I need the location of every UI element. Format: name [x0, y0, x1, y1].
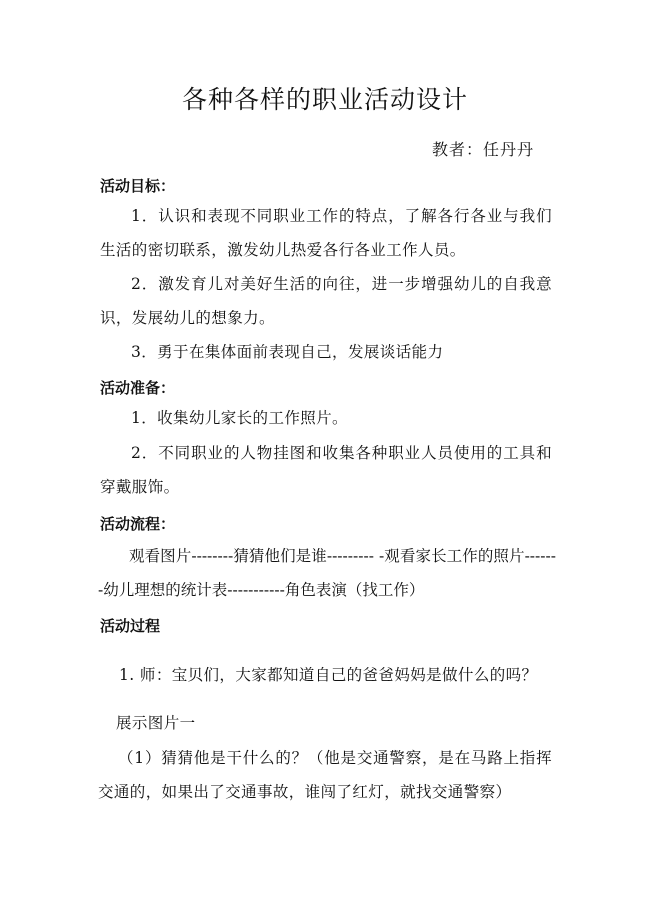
preparation-item-1: 1．收集幼儿家长的工作照片。	[131, 409, 348, 427]
flow-heading: 活动流程：	[100, 515, 176, 533]
process-item-1: （1）猜猜他是干什么的？（他是交通警察，是在马路上指挥交通的，如果出了交通事故，谁闯了红灯，就找交通警察）	[98, 749, 552, 801]
process-heading: 活动过程	[100, 617, 161, 635]
show-picture-label: 展示图片一	[116, 714, 196, 732]
process-question: 1. 师：宝贝们，大家都知道自己的爸爸妈妈是做什么的吗？	[119, 666, 538, 684]
goal-item-3: 3．勇于在集体面前表现自己，发展谈话能力	[131, 343, 444, 361]
document-title: 各种各样的职业活动设计	[181, 85, 468, 114]
goal-item-1: 1．认识和表现不同职业工作的特点，了解各行各业与我们生活的密切联系，激发幼儿热爱各行各业工作人员。	[100, 207, 552, 259]
goals-heading: 活动目标：	[100, 177, 176, 195]
goal-item-2: 2．激发育儿对美好生活的向往，进一步增强幼儿的自我意识，发展幼儿的想象力。	[100, 275, 552, 327]
flow-text: 观看图片--------猜猜他们是谁--------- -观看家长工作的照片-------幼儿理想的统计表-----------角色表演（找工作）	[98, 547, 556, 599]
preparation-item-2: 2．不同职业的人物挂图和收集各种职业人员使用的工具和穿戴服饰。	[100, 444, 552, 496]
preparation-heading: 活动准备：	[100, 379, 176, 397]
author-line: 教者：任丹丹	[432, 140, 535, 159]
